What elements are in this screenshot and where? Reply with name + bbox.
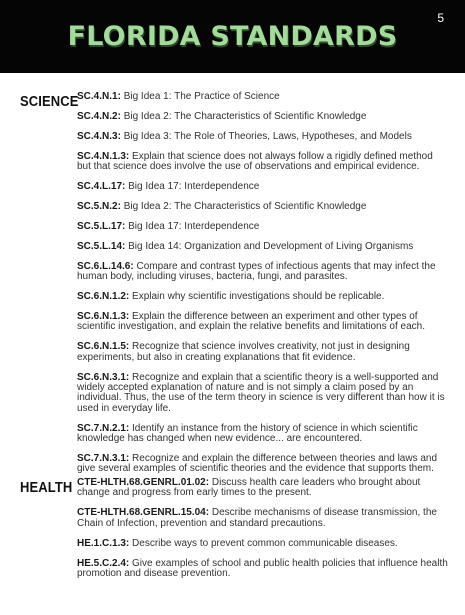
standard-description: Big Idea 2: The Characteristics of Scientific Knowledge	[123, 110, 367, 122]
list-item	[77, 92, 449, 102]
standard-code: SC.7.N.2.1:	[77, 422, 130, 434]
standard-description: Explain that science does not always follow a rigidly defined method but that science does involve the use of observations and empirical evidence.	[77, 150, 433, 173]
standard-code: CTE-HLTH.68.GENRL.01.02:	[77, 477, 210, 488]
list-item	[77, 508, 449, 529]
list-item	[77, 112, 449, 122]
standard-code: SC.5.L.14:	[77, 240, 126, 252]
standard-code: HE.5.C.2.4:	[77, 557, 130, 569]
standard-code: SC.4.L.17:	[77, 181, 126, 193]
list-item	[77, 539, 449, 549]
standard-description: Big Idea 17: Interdependence	[128, 220, 260, 232]
standard-code: SC.6.N.1.5:	[77, 341, 130, 353]
list-item	[77, 292, 449, 302]
standard-description: Discuss health care leaders who brought about change and progress from early times to the present.	[77, 477, 421, 499]
list-item	[77, 152, 449, 173]
standard-description: Recognize and explain that a scientific theory is a well-supported and widely accepted explanation of nature and is not simply a claim posed by an individual. Thus, the use of the term theory in science is very different than how it is used in everyday life.	[77, 371, 445, 414]
health-standards-list	[77, 478, 449, 589]
standard-description: Big Idea 14: Organization and Development of Living Organisms	[128, 240, 414, 252]
standard-code: SC.4.N.3:	[77, 130, 121, 142]
list-item	[77, 312, 449, 333]
list-item	[77, 478, 449, 499]
standard-description: Explain the difference between an experiment and other types of scientific investigation, and explain the relative benefits and limitations of each.	[77, 310, 425, 333]
list-item	[77, 242, 449, 252]
standard-description: Big Idea 17: Interdependence	[128, 181, 260, 193]
section-label-science: SCIENCE	[20, 92, 79, 110]
standard-description: Explain why scientific investigations should be replicable.	[132, 290, 385, 302]
standard-code: SC.6.L.14.6:	[77, 260, 134, 272]
standard-description: Recognize that science involves creativity, not just in designing experiments, but also in creating explanations that fit evidence.	[77, 341, 410, 363]
standard-code: HE.1.C.1.3:	[77, 537, 130, 549]
standard-description: Give examples of school and public health policies that influence health promotion and disease prevention.	[77, 557, 448, 579]
list-item	[77, 262, 449, 283]
standard-description: Compare and contrast types of infectious agents that may infect the human body, including viruses, bacteria, fungi, and parasites.	[77, 260, 436, 283]
standard-code: CTE-HLTH.68.GENRL.15.04:	[77, 507, 210, 519]
page-number: 5	[437, 11, 444, 25]
standard-code: SC.4.N.1:	[77, 91, 121, 102]
list-item	[77, 373, 449, 415]
standard-description: Identify an instance from the history of science in which scientific knowledge has changed when new evidence... are encountered.	[77, 422, 418, 445]
standard-code: SC.4.N.1.3:	[77, 150, 130, 162]
standard-description: Describe ways to prevent common communicable diseases.	[132, 537, 398, 549]
standard-code: SC.5.N.2:	[77, 200, 121, 212]
science-standards-list	[77, 92, 449, 484]
list-item	[77, 132, 449, 142]
section-label-health: HEALTH	[20, 478, 73, 496]
list-item	[77, 559, 449, 580]
standard-code: SC.4.N.2:	[77, 110, 121, 122]
standard-code: SC.6.N.1.3:	[77, 310, 130, 322]
standard-description: Big Idea 1: The Practice of Science	[123, 91, 280, 102]
list-item	[77, 424, 449, 445]
list-item	[77, 342, 449, 363]
list-item	[77, 202, 449, 212]
page-title: FLORIDA STANDARDS	[67, 21, 398, 52]
list-item	[77, 182, 449, 192]
standard-description: Big Idea 3: The Role of Theories, Laws, Hypotheses, and Models	[123, 130, 412, 142]
list-item	[77, 454, 449, 475]
list-item	[77, 222, 449, 232]
standard-description: Describe mechanisms of disease transmission, the Chain of Infection, prevention and standard precautions.	[77, 507, 437, 529]
standard-description: Big Idea 2: The Characteristics of Scientific Knowledge	[123, 200, 367, 212]
standard-description: Recognize and explain the difference between theories and laws and give several examples of scientific theories and the evidence that supports them.	[77, 452, 438, 475]
standard-code: SC.7.N.3.1:	[77, 452, 130, 464]
standard-code: SC.6.N.3.1:	[77, 371, 130, 383]
title-banner	[0, 0, 465, 73]
standard-code: SC.5.L.17:	[77, 220, 126, 232]
standard-code: SC.6.N.1.2:	[77, 290, 130, 302]
